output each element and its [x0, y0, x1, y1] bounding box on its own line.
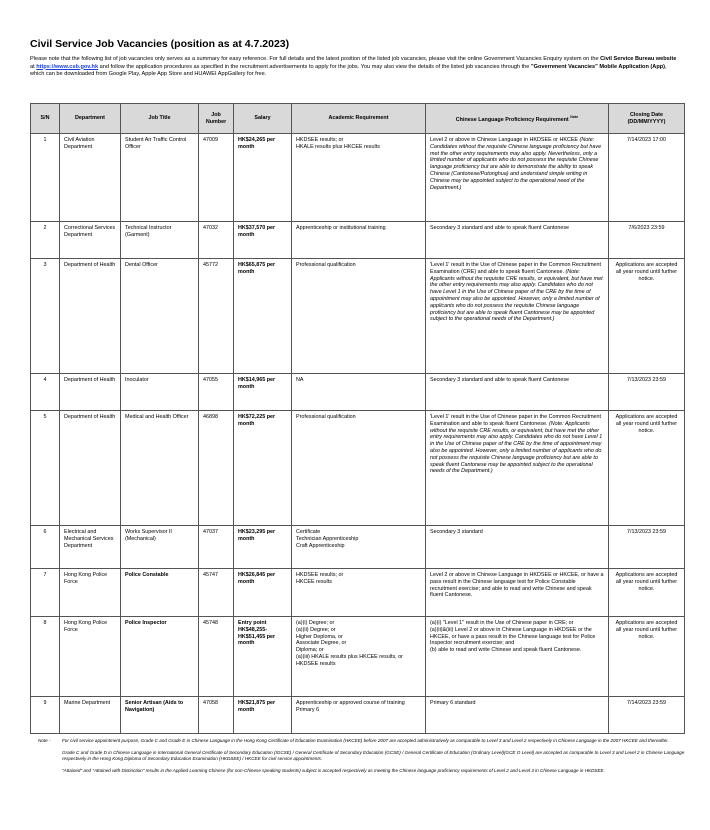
cell-salary: HK$14,965 per month: [234, 374, 292, 411]
cell-job-number: 47058: [199, 697, 234, 734]
header-department: Department: [60, 104, 121, 134]
table-row: [31, 569, 685, 617]
academic-line: Apprenticeship or approved course of training: [296, 700, 405, 706]
academic-line: (a)(ii) Degree; or: [296, 626, 336, 633]
academic-line: NA: [296, 377, 304, 383]
header-academic: Academic Requirement: [292, 104, 426, 134]
cell-job-number: 45748: [199, 617, 234, 697]
cell-sn: 9: [31, 697, 60, 734]
cell-salary: HK$21,875 per month: [234, 697, 292, 734]
academic-line: Apprenticeship or institutional training: [296, 225, 386, 231]
cell-academic: [292, 134, 426, 222]
header-closing-label: Closing Date: [630, 111, 663, 118]
language-text: Secondary 3 standard and able to speak fluent Cantonese: [430, 377, 570, 383]
cell-salary: Entry point HK$48,255-HK$51,455 per month: [234, 617, 292, 697]
cell-job-title: Works Supervisor II (Mechanical): [121, 526, 199, 569]
header-job-number: Job Number: [199, 104, 234, 134]
intro-text-3: , which can be downloaded from Google Play, Apple App Store and HUAWEI AppGallery for free.: [30, 63, 667, 78]
cell-job-title: Inoculator: [121, 374, 199, 411]
language-text: Secondary 3 standard and able to speak fluent Cantonese: [430, 225, 570, 231]
cell-academic: [292, 222, 426, 259]
language-text: Primary 6 standard: [430, 700, 476, 706]
language-note-text: (Note: Candidates without the requisite Chinese language proficiency but have met the other entry requirements may also apply. Nevertheless, only a limited number of applicants who do not possess the requisite Chinese language proficiency but are able to demonstrate the ability to speak Chinese (Cantonese/Putonghua) and understand simple writing in Chinese may be appointed subject to the operational need of the Department.): [430, 137, 602, 191]
cell-closing-date: Applications are accepted all year round until further notice.: [609, 259, 685, 374]
language-note-text: (Note: Applicants without the requisite CRE results, or equivalent, but have met the other entry requirements may also apply. Candidates who do not have Level 1 in the Use of Chinese paper of the CRE by the time of appointment may also be appointed. However, only a limited number of applicants who do not possess the requisite Chinese language proficiency but are able to speak fluent Cantonese may be appointed subject to the operational needs of the Department.): [430, 420, 603, 475]
cell-job-title: Medical and Health Officer: [121, 411, 199, 526]
academic-line: Craft Apprenticeship: [296, 542, 345, 549]
academic-line: Associate Degree, or: [296, 640, 347, 647]
job-vacancies-table: [30, 103, 685, 734]
cell-job-number: 47009: [199, 134, 234, 222]
cell-closing-date: 7/13/2023 23:59: [609, 374, 685, 411]
academic-line: HKCEE results: [296, 578, 332, 585]
cell-closing-date: 7/14/2023 23:59: [609, 697, 685, 734]
cell-job-number: 46898: [199, 411, 234, 526]
academic-line: Technician Apprenticeship: [296, 535, 359, 542]
academic-line: HKALE results plus HKCEE results: [296, 143, 380, 150]
table-row: [31, 617, 685, 697]
cell-sn: 6: [31, 526, 60, 569]
language-text: (a)(i) "Level 1" result in the Use of Chinese paper in CRE; or (a)(ii)&(iii) Level 2 or above in Chinese Language in HKDSEE or the HKCEE, or have a pass result in the Chinese language test for Police Inspector recruitment exercise; and (b) able to read and write Chinese and speak fluent Cantonese.: [430, 620, 596, 654]
cell-language: [426, 222, 609, 259]
table-header-row: [31, 104, 685, 134]
language-note-text: (Note: Applicants without the requisite CRE results, or equivalent, but have met the other entry requirements may also apply. Candidates who do not have Level 1 in the Use of Chinese paper of the CRE by the time of appointment may also be appointed. However, only a limited number of applicants who do not possess the requisite Chinese language proficiency but are able to speak fluent Cantonese may be appointed subject to the operational needs of the Department.): [430, 268, 603, 323]
cell-sn: 2: [31, 222, 60, 259]
cell-language: [426, 259, 609, 374]
intro-paragraph: [30, 56, 680, 79]
header-sn: S/N: [31, 104, 60, 134]
cell-academic: [292, 697, 426, 734]
academic-line: (a)(i) Degree; or: [296, 620, 335, 626]
cell-sn: 1: [31, 134, 60, 222]
academic-line: Certificate: [296, 529, 321, 535]
table-row: [31, 134, 685, 222]
footnotes: [40, 738, 690, 780]
table-row: [31, 411, 685, 526]
cell-sn: 3: [31, 259, 60, 374]
cell-academic: [292, 526, 426, 569]
cell-job-number: 47055: [199, 374, 234, 411]
cell-closing-date: Applications are accepted all year round until further notice.: [609, 569, 685, 617]
language-text: 'Level 1' result in the Use of Chinese paper in the Common Recruitment Examination (CRE) and able to speak fluent Cantonese.: [430, 262, 602, 275]
cell-language: [426, 134, 609, 222]
cell-language: [426, 569, 609, 617]
cell-job-title: Dental Officer: [121, 259, 199, 374]
cell-salary: HK$37,570 per month: [234, 222, 292, 259]
cell-closing-date: Applications are accepted all year round until further notice.: [609, 617, 685, 697]
note-item: "Attained" and "Attained with Distinction" results in the Applied Learning Chinese (for non-Chinese speaking students) subject is accepted respectively as meeting the Chinese language proficiency requirements of Level 2 and Level 3 in Chinese Language in HKDSEE.: [62, 768, 605, 773]
page-title: Civil Service Job Vacancies (position as at 4.7.2023): [30, 38, 290, 50]
cell-job-number: 45747: [199, 569, 234, 617]
language-text: Level 2 or above in Chinese Language in HKDSEE or HKCEE, or have a pass result in the Chinese language test for Police Constable recruitment exercise; and able to read and write Chinese and speak fluent Cantonese.: [430, 572, 604, 599]
cell-language: [426, 374, 609, 411]
cell-academic: [292, 569, 426, 617]
academic-line: Primary 6: [296, 706, 320, 713]
header-language: [426, 104, 609, 134]
academic-line: Professional qualification: [296, 414, 356, 420]
cell-academic: [292, 411, 426, 526]
cell-academic: [292, 617, 426, 697]
header-language-note: Note: [570, 114, 579, 119]
cell-department: Hong Kong Police Force: [60, 617, 121, 697]
cell-job-title: Police Inspector: [121, 617, 199, 697]
cell-language: [426, 526, 609, 569]
language-text: Level 2 or above in Chinese Language in HKDSEE or HKCEE: [430, 137, 580, 143]
header-closing-format: (DD/MM/YYYY): [627, 118, 666, 125]
csb-website-link[interactable]: https://www.csb.gov.hk: [36, 63, 99, 70]
cell-department: Hong Kong Police Force: [60, 569, 121, 617]
cell-department: Civil Aviation Department: [60, 134, 121, 222]
cell-academic: [292, 259, 426, 374]
table-row: [31, 697, 685, 734]
app-name: "Government Vacancies" Mobile Application (App): [530, 63, 666, 70]
notes-label: Note -: [38, 738, 51, 743]
table-row: [31, 222, 685, 259]
cell-closing-date: 7/6/2023 23:59: [609, 222, 685, 259]
cell-closing-date: 7/13/2023 23:59: [609, 526, 685, 569]
academic-line: Higher Deploma, or: [296, 633, 343, 640]
header-job-title: Job Title: [121, 104, 199, 134]
cell-closing-date: Applications are accepted all year round until further notice.: [609, 411, 685, 526]
cell-department: Department of Health: [60, 374, 121, 411]
intro-text-2: and follow the application procedures as specified in the recruitment advertisements to apply for the jobs. You may also view the details of the listed job vacancies through the: [98, 63, 531, 70]
cell-sn: 8: [31, 617, 60, 697]
cell-language: [426, 617, 609, 697]
cell-salary: HK$24,265 per month: [234, 134, 292, 222]
csb-label: Civil Service Bureau website: [600, 56, 677, 62]
academic-line: Diploma; or: [296, 647, 324, 654]
cell-language: [426, 411, 609, 526]
cell-language: [426, 697, 609, 734]
cell-department: Department of Health: [60, 259, 121, 374]
academic-line: HKDSEE results; or: [296, 572, 344, 578]
header-language-label: Chinese Language Proficiency Requirement: [455, 116, 569, 123]
cell-sn: 4: [31, 374, 60, 411]
cell-department: Correctional Services Department: [60, 222, 121, 259]
table-row: [31, 374, 685, 411]
cell-sn: 7: [31, 569, 60, 617]
cell-department: Department of Health: [60, 411, 121, 526]
cell-closing-date: 7/14/2023 17:00: [609, 134, 685, 222]
cell-sn: 5: [31, 411, 60, 526]
cell-job-number: 45772: [199, 259, 234, 374]
cell-job-title: Technical Instructor (Garment): [121, 222, 199, 259]
cell-department: Electrical and Mechanical Services Department: [60, 526, 121, 569]
table-row: [31, 526, 685, 569]
language-text: 'Level 1' result in the Use of Chinese paper in the Common Recruitment Examination and able to speak fluent Cantonese.: [430, 414, 602, 427]
note-item: For civil service appointment purpose, Grade C and Grade E in Chinese Language in the Hong Kong Certificate of Education Examination (HKCEE) before 2007 are accepted administratively as comparable to Level 3 and Level 2 respectively in Chinese Language in the 2007 HKCEE and thereafter.: [62, 738, 669, 743]
table-row: [31, 259, 685, 374]
cell-academic: [292, 374, 426, 411]
cell-job-number: 47037: [199, 526, 234, 569]
intro-text-1: Please note that the following list of job vacancies only serves as a summary for easy reference. For full details and the latest position of the listed job vacancies, please visit the online Government Vacancies Enquiry system on the: [30, 56, 601, 62]
cell-job-title: Senior Artisan (Aids to Navigation): [121, 697, 199, 734]
cell-salary: HK$26,845 per month: [234, 569, 292, 617]
note-item: Grade C and Grade D in Chinese Language in International General Certificate of Secondary Education (IGCSE) / General Certificate of Secondary Education (GCSE) / General Certificate of Education (Ordinary Level)(GCE O Level) are accepted as comparable to Level 3 and Level 2 in Chinese Language respectively in the Hong Kong Diploma of Secondary Education Examination (HKDSEE) / HKCEE for civil service appointments.: [62, 750, 685, 761]
language-text: Secondary 3 standard: [430, 529, 483, 535]
cell-job-title: Student Air Traffic Control Officer: [121, 134, 199, 222]
cell-department: Marine Department: [60, 697, 121, 734]
academic-line: (a)(iii) HKALE results plus HKCEE results, or HKDSEE results: [296, 653, 403, 667]
cell-salary: HK$72,225 per month: [234, 411, 292, 526]
cell-salary: HK$23,295 per month: [234, 526, 292, 569]
academic-line: HKDSEE results; or: [296, 137, 344, 143]
cell-salary: HK$65,875 per month: [234, 259, 292, 374]
cell-job-number: 47032: [199, 222, 234, 259]
intro-at: at: [30, 63, 37, 70]
cell-job-title: Police Constable: [121, 569, 199, 617]
header-salary: Salary: [234, 104, 292, 134]
header-closing: [609, 104, 685, 134]
academic-line: Professional qualification: [296, 262, 356, 268]
